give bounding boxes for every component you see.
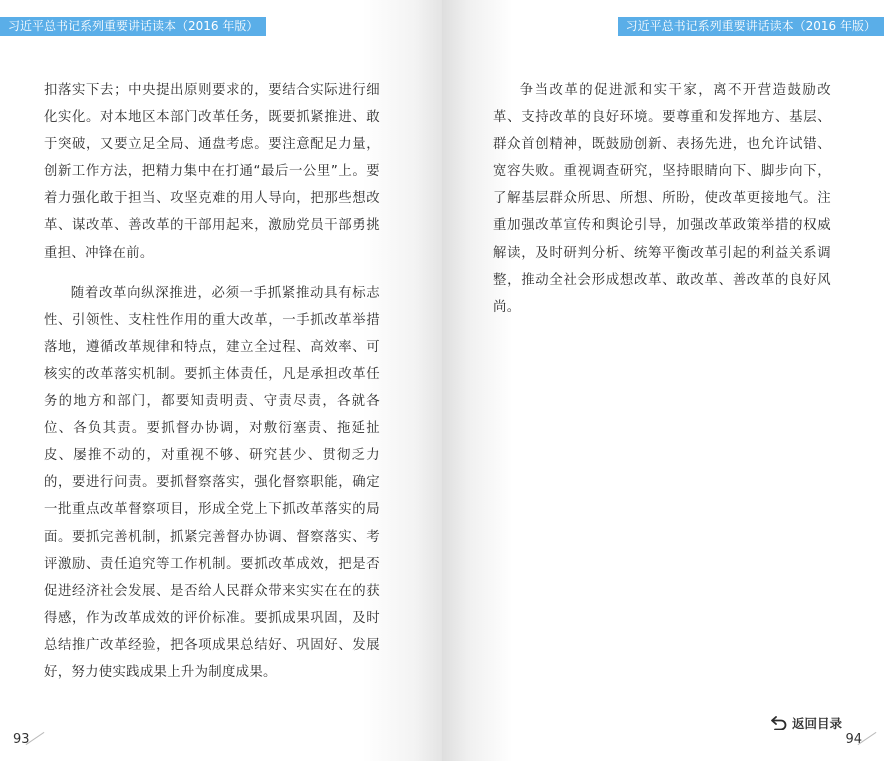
right-page: [442, 0, 884, 761]
page-number: 94: [845, 732, 862, 747]
return-arrow-icon: [771, 716, 787, 730]
paragraph: 争当改革的促进派和实干家，离不开营造鼓励改革、支持改革的良好环境。要尊重和发挥地方、基层、群众首创精神，既鼓励创新、表扬先进，也允许试错、宽容失败。重视调查研究，坚持眼睛向下、脚步向下，了解基层群众所思、所想、所盼，使改革更接地气。注重加强改革宣传和舆论引导，加强改革政策举措的权威解读，及时研判分析、统筹平衡改革引起的利益关系调整，推动全社会形成想改革、敢改革、善改革的良好风尚。: [493, 83, 831, 315]
left-header-title: 习近平总书记系列重要讲话读本（2016 年版）: [0, 17, 266, 36]
paragraph: 扣落实下去；中央提出原则要求的，要结合实际进行细化实化。对本地区本部门改革任务，既要抓紧推进、敢于突破，又要立足全局、通盘考虑。要注意配足力量，创新工作方法，把精力集中在打通“最后一公里”上。要着力强化敢于担当、攻坚克难的用人导向，把那些想改革、谋改革、善改革的干部用起来，激励党员干部勇挑重担、冲锋在前。: [44, 83, 380, 261]
page-number: 93: [13, 732, 30, 747]
left-page-body: [44, 77, 380, 686]
right-page-body: [493, 77, 831, 321]
paragraph: 随着改革向纵深推进，必须一手抓紧推动具有标志性、引领性、支柱性作用的重大改革，一手抓改革举措落地，遵循改革规律和特点，建立全过程、高效率、可核实的改革落实机制。要抓主体责任，凡是承担改革任务的地方和部门，都要知责明责、守责尽责，各就各位、各负其责。要抓督办协调，对敷衍塞责、拖延扯皮、屡推不动的，对重视不够、研究甚少、贯彻乏力的，要进行问责。要抓督察落实，强化督察职能，确定一批重点改革督察项目，形成全党上下抓改革落实的局面。要抓完善机制，抓紧完善督办协调、督察落实、考评激励、责任追究等工作机制。要抓改革成效，把是否促进经济社会发展、是否给人民群众带来实实在在的获得感，作为改革成效的评价标准。要抓成果巩固，及时总结推广改革经验，把各项成果总结好、巩固好、发展好，努力使实践成果上升为制度成果。: [44, 285, 380, 680]
back-to-contents-link[interactable]: [771, 714, 842, 732]
back-to-contents-label: 返回目录: [791, 716, 842, 731]
right-header-title: 习近平总书记系列重要讲话读本（2016 年版）: [618, 17, 884, 36]
